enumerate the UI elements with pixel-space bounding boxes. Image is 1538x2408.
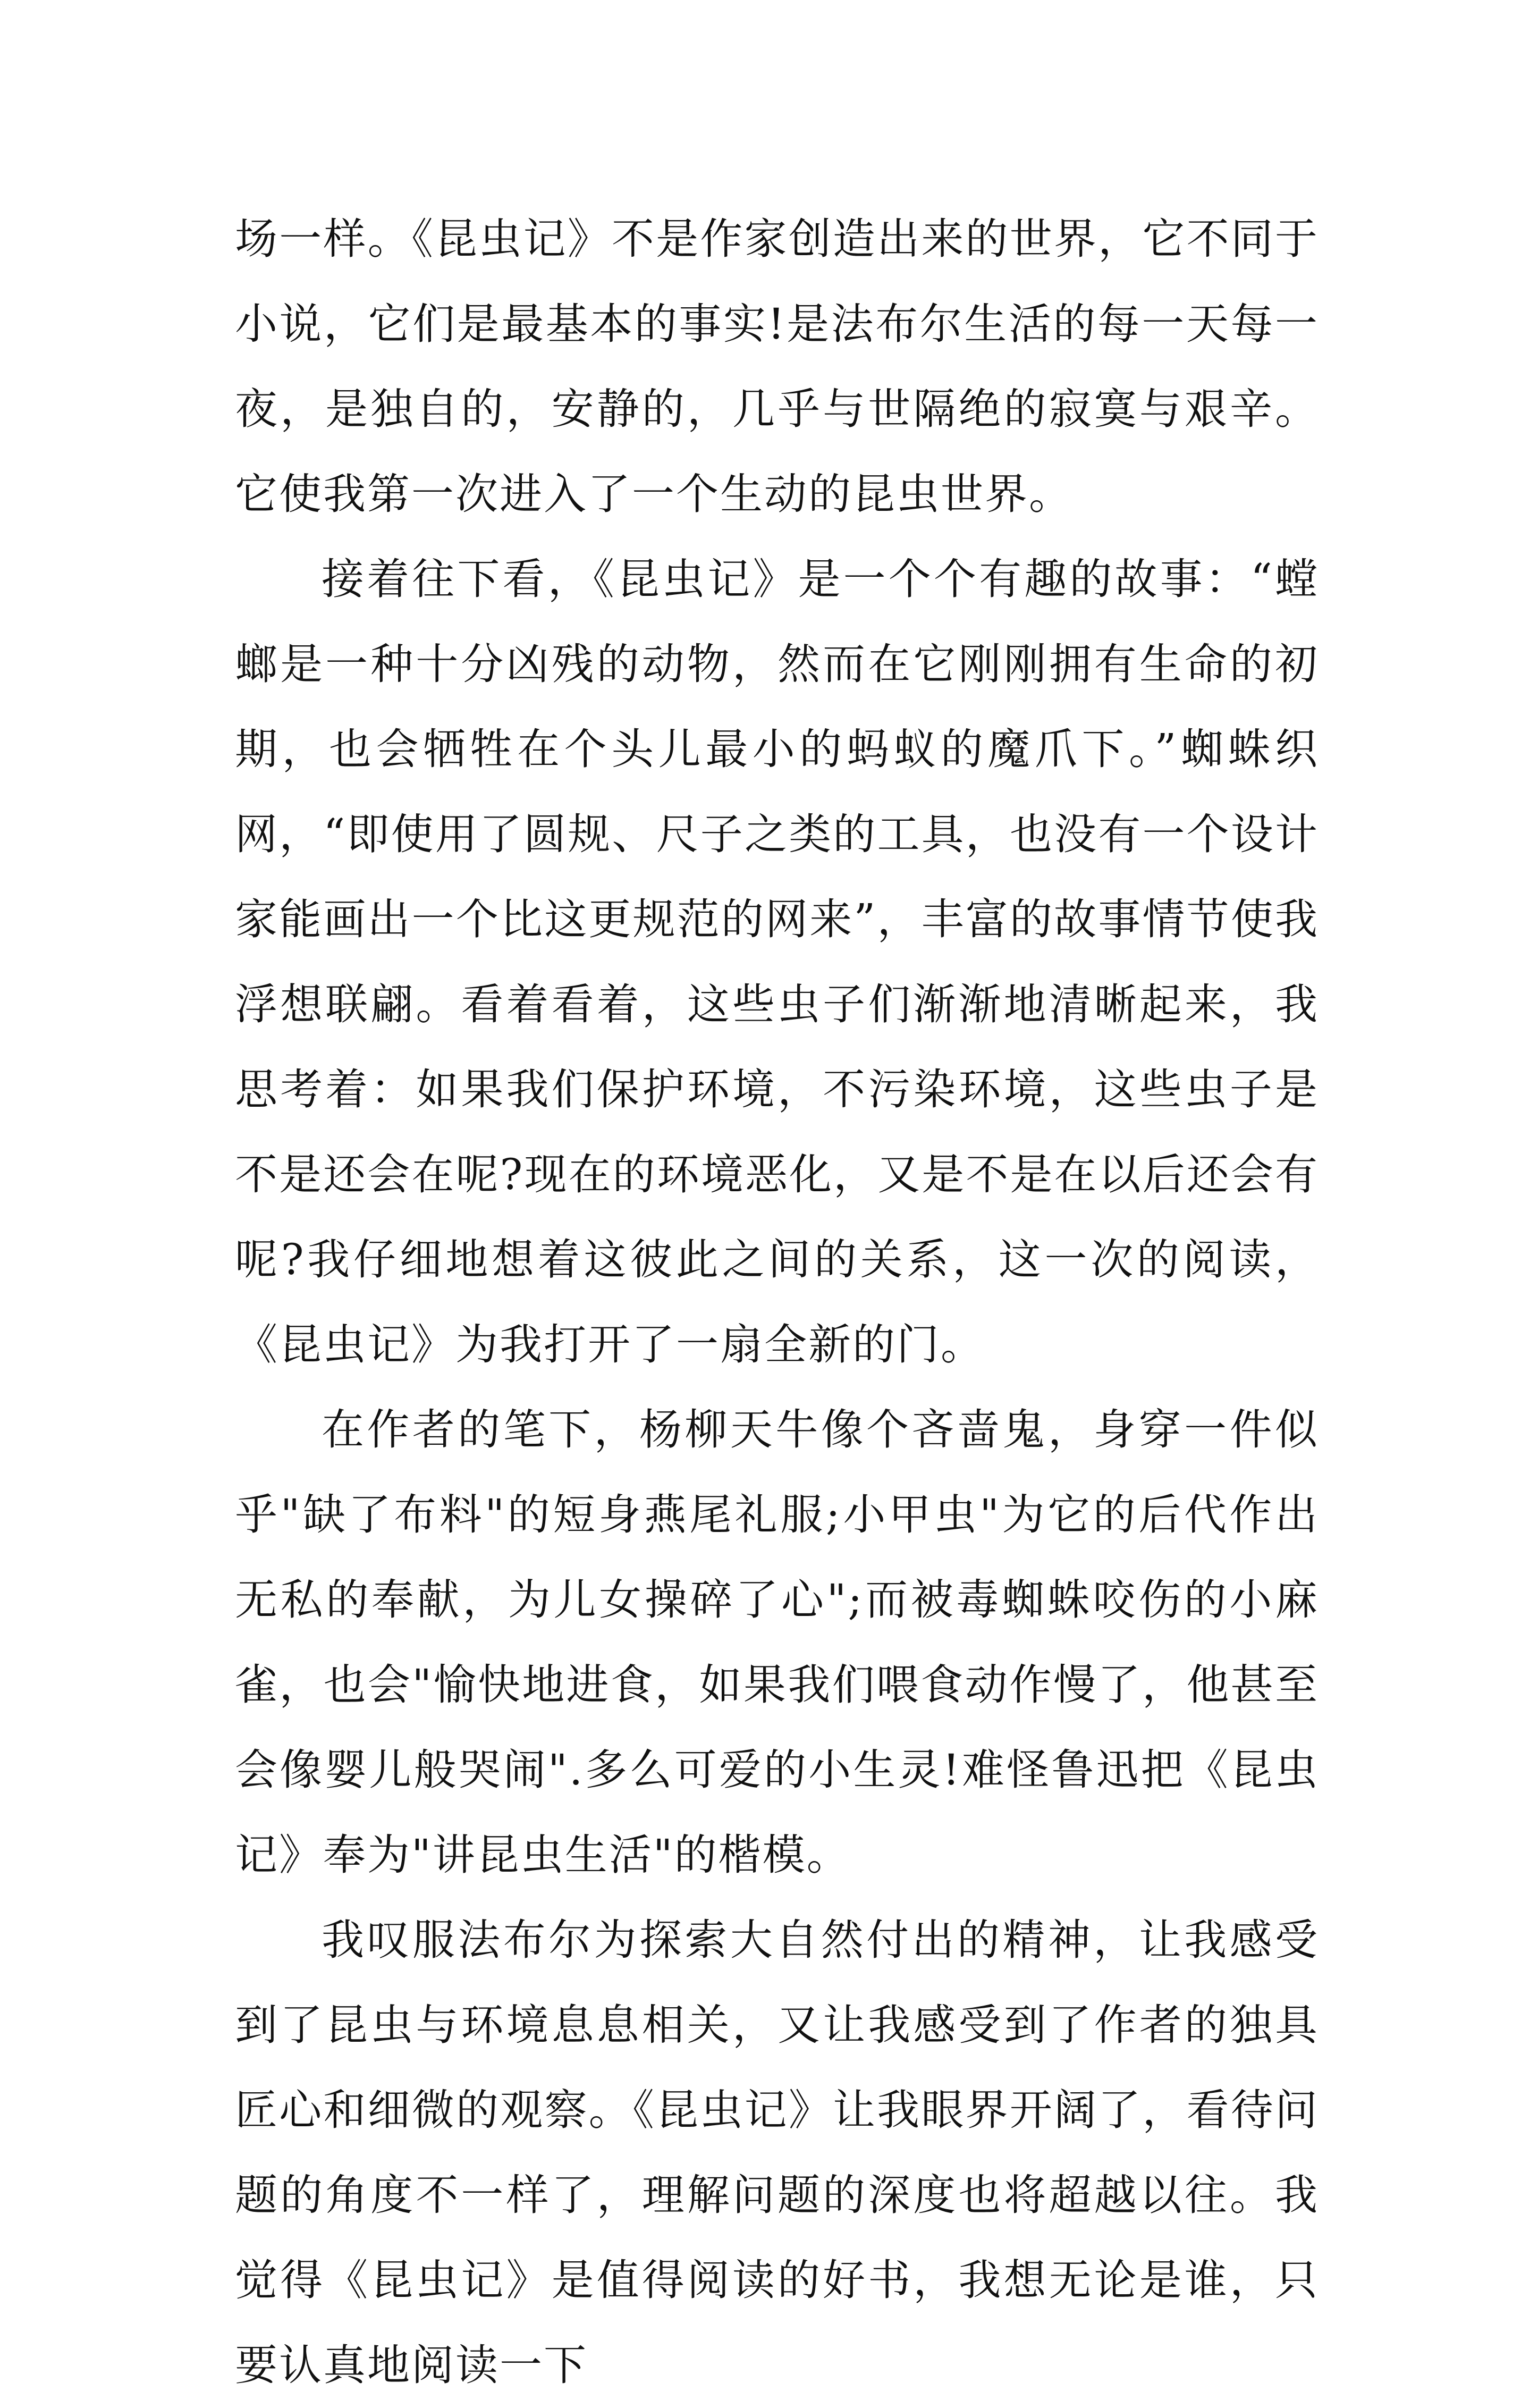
paragraph-stories: 接着往下看，《昆虫记》是一个个有趣的故事：“螳螂是一种十分凶残的动物，然而在它刚刚拥有生命的初期，也会牺牲在个头儿最小的蚂蚁的魔爪下。”蜘蛛织网，“即使用了圆规、尺子之类的工具，也没有一个设计家能画出一个比这更规范的网来”，丰富的故事情节使我浮想联翩。看着看着，这些虫子们渐渐地清晰起来，我思考着：如果我们保护环境，不污染环境，这些虫子是不是还会在呢?现在的环境恶化，又是不是在以后还会有呢?我仔细地想着这彼此之间的关系，这一次的阅读，《昆虫记》为我打开了一扇全新的门。 [235, 554, 1319, 1369]
paragraph-insects: 在作者的笔下，杨柳天牛像个吝啬鬼，身穿一件似乎"缺了布料"的短身燕尾礼服;小甲虫"为它的后代作出无私的奉献，为儿女操碎了心";而被毒蜘蛛咬伤的小麻雀，也会"愉快地进食，如果我们喂食动作慢了，他甚至会像婴儿般哭闹".多么可爱的小生灵!难怪鲁迅把《昆虫记》奉为"讲昆虫生活"的楷模。 [235, 1405, 1319, 1880]
essay-body [235, 197, 1319, 2408]
paragraph-continued: 场一样。《昆虫记》不是作家创造出来的世界，它不同于小说，它们是最基本的事实!是法布尔生活的每一天每一夜，是独自的，安静的，几乎与世隔绝的寂寞与艰辛。它使我第一次进入了一个生动的昆虫世界。 [235, 214, 1319, 519]
paragraph-conclusion: 我叹服法布尔为探索大自然付出的精神，让我感受到了昆虫与环境息息相关，又让我感受到了作者的独具匠心和细微的观察。《昆虫记》让我眼界开阔了，看待问题的角度不一样了，理解问题的深度也将超越以往。我觉得《昆虫记》是值得阅读的好书，我想无论是谁，只要认真地阅读一下 [235, 1915, 1319, 2390]
